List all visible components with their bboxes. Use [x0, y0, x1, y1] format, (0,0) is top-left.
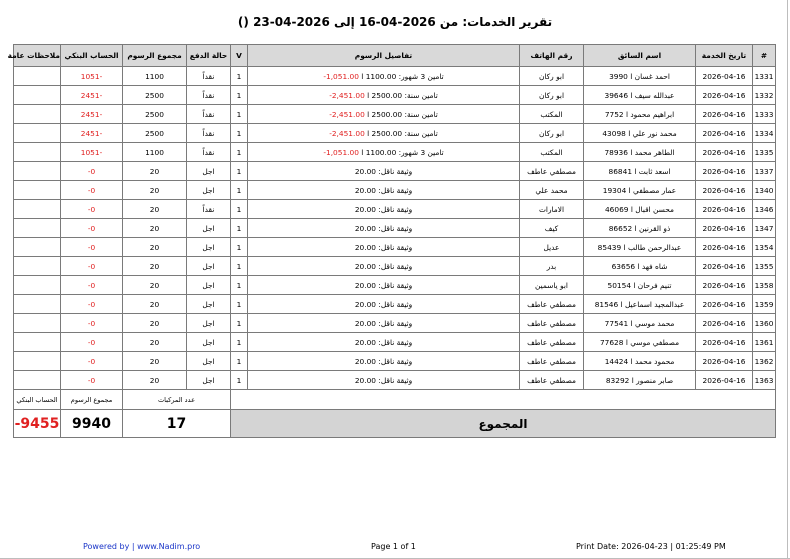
row-notes — [14, 352, 61, 371]
table-row — [14, 276, 776, 295]
table-row — [14, 181, 776, 200]
row-notes — [14, 257, 61, 276]
row-notes — [14, 295, 61, 314]
row-date: 2026-04-16 — [696, 295, 753, 314]
row-bank: 0- — [61, 314, 123, 333]
row-date: 2026-04-16 — [696, 162, 753, 181]
col-header-number: # — [753, 45, 776, 67]
row-driver: احمد غسان ا 3990 — [584, 67, 696, 86]
row-payment: اجل — [187, 352, 231, 371]
row-total: 20 — [123, 257, 187, 276]
row-number: 1331 — [753, 67, 776, 86]
row-details — [248, 371, 520, 390]
fee-detail-text: وثيقة ناقل: 20.00 — [354, 337, 413, 347]
row-v: 1 — [231, 371, 248, 390]
row-details — [248, 276, 520, 295]
row-phone: المكتب — [520, 143, 584, 162]
fee-detail-text: وثيقة ناقل: 20.00 — [354, 375, 413, 385]
row-number: 1354 — [753, 238, 776, 257]
row-payment: نقداً — [187, 105, 231, 124]
row-total: 20 — [123, 314, 187, 333]
row-notes — [14, 219, 61, 238]
row-date: 2026-04-16 — [696, 314, 753, 333]
table-row — [14, 124, 776, 143]
row-driver: عمار مصطفي ا 19304 — [584, 181, 696, 200]
services-table — [7, 44, 776, 438]
col-header-date: تاريخ الخدمة — [696, 45, 753, 67]
row-driver: محمد موسي ا 77541 — [584, 314, 696, 333]
row-total: 20 — [123, 200, 187, 219]
row-driver: محمود محمد ا 14424 — [584, 352, 696, 371]
row-date: 2026-04-16 — [696, 333, 753, 352]
row-payment: نقداً — [187, 86, 231, 105]
row-v: 1 — [231, 181, 248, 200]
row-v: 1 — [231, 333, 248, 352]
row-total: 2500 — [123, 105, 187, 124]
row-phone: ابو ياسمين — [520, 276, 584, 295]
row-details — [248, 219, 520, 238]
row-phone: مصطفي عاطف — [520, 314, 584, 333]
row-notes — [14, 276, 61, 295]
row-notes — [14, 124, 61, 143]
row-driver: محمد نور علي ا 43098 — [584, 124, 696, 143]
row-date: 2026-04-16 — [696, 143, 753, 162]
table-body — [14, 67, 776, 390]
summary-total-label: مجموع الرسوم — [61, 390, 123, 410]
row-driver: اسعد ثابت ا 86841 — [584, 162, 696, 181]
row-total: 20 — [123, 295, 187, 314]
fee-detail-text: وثيقة ناقل: 20.00 — [354, 356, 413, 366]
row-phone: الامارات — [520, 200, 584, 219]
row-driver: عبدالمجيد اسماعيل ا 81546 — [584, 295, 696, 314]
row-date: 2026-04-16 — [696, 257, 753, 276]
table-row — [14, 219, 776, 238]
row-number: 1335 — [753, 143, 776, 162]
fee-detail-text: وثيقة ناقل: 20.00 — [354, 318, 413, 328]
table-row — [14, 67, 776, 86]
col-header-payment: حالة الدفع — [187, 45, 231, 67]
col-header-details: تفاصيل الرسوم — [248, 45, 520, 67]
page-edge-right — [787, 0, 788, 559]
row-payment: اجل — [187, 314, 231, 333]
row-date: 2026-04-16 — [696, 371, 753, 390]
row-details — [248, 295, 520, 314]
row-details — [248, 181, 520, 200]
row-number: 1358 — [753, 276, 776, 295]
row-bank: 0- — [61, 219, 123, 238]
row-driver: عبدالرحمن طالب ا 85439 — [584, 238, 696, 257]
row-date: 2026-04-16 — [696, 124, 753, 143]
row-payment: اجل — [187, 257, 231, 276]
row-date: 2026-04-16 — [696, 219, 753, 238]
table-row — [14, 238, 776, 257]
summary-vehicles-label: عدد المركبات — [123, 390, 231, 410]
row-date: 2026-04-16 — [696, 238, 753, 257]
print-date: Print Date: 2026-04-23 | 01:25:49 PM — [576, 542, 726, 551]
row-notes — [14, 333, 61, 352]
row-v: 1 — [231, 124, 248, 143]
row-number: 1332 — [753, 86, 776, 105]
row-bank: 0- — [61, 181, 123, 200]
row-details — [248, 143, 520, 162]
row-notes — [14, 181, 61, 200]
col-header-bank: الحساب البنكي — [61, 45, 123, 67]
table-row — [14, 143, 776, 162]
row-v: 1 — [231, 67, 248, 86]
row-bank: 0- — [61, 371, 123, 390]
row-v: 1 — [231, 276, 248, 295]
row-notes — [14, 162, 61, 181]
row-payment: اجل — [187, 181, 231, 200]
report-title: تقرير الخدمات: من 2026-04-16 إلى 2026-04-23 () — [237, 15, 553, 29]
row-notes — [14, 200, 61, 219]
row-number: 1359 — [753, 295, 776, 314]
row-payment: اجل — [187, 238, 231, 257]
row-v: 1 — [231, 352, 248, 371]
row-phone: بدر — [520, 257, 584, 276]
row-v: 1 — [231, 257, 248, 276]
row-number: 1360 — [753, 314, 776, 333]
row-payment: اجل — [187, 276, 231, 295]
powered-by-link[interactable]: Powered by | www.Nadim.pro — [83, 542, 201, 551]
row-bank: 0- — [61, 257, 123, 276]
row-number: 1355 — [753, 257, 776, 276]
fee-detail-text: وثيقة ناقل: 20.00 — [354, 185, 413, 195]
row-phone: عديل — [520, 238, 584, 257]
table-row — [14, 86, 776, 105]
row-phone: مصطفي عاطف — [520, 333, 584, 352]
row-total: 20 — [123, 162, 187, 181]
row-date: 2026-04-16 — [696, 105, 753, 124]
row-payment: اجل — [187, 333, 231, 352]
row-notes — [14, 67, 61, 86]
row-driver: مصطفي موسي ا 77628 — [584, 333, 696, 352]
table-row — [14, 257, 776, 276]
summary-vehicles-value: 17 — [123, 410, 231, 438]
row-notes — [14, 86, 61, 105]
table-header-row — [14, 45, 776, 67]
row-payment: اجل — [187, 295, 231, 314]
summary-bank-label: الحساب البنكي — [14, 390, 61, 410]
row-details — [248, 333, 520, 352]
row-date: 2026-04-16 — [696, 200, 753, 219]
fee-detail-text: تامين 3 شهور: 1100.00 ا — [361, 147, 444, 157]
table-row — [14, 200, 776, 219]
table-row — [14, 371, 776, 390]
row-phone: المكتب — [520, 105, 584, 124]
summary-bank-value: 9455- — [14, 410, 61, 438]
col-header-notes: ملاحظات عامة — [14, 45, 61, 67]
row-number: 1347 — [753, 219, 776, 238]
row-date: 2026-04-16 — [696, 352, 753, 371]
row-total: 1100 — [123, 67, 187, 86]
row-total: 20 — [123, 181, 187, 200]
row-number: 1363 — [753, 371, 776, 390]
row-details — [248, 314, 520, 333]
row-number: 1334 — [753, 124, 776, 143]
row-v: 1 — [231, 238, 248, 257]
row-v: 1 — [231, 219, 248, 238]
col-header-phone: رقم الهاتف — [520, 45, 584, 67]
table-row — [14, 333, 776, 352]
row-bank: -2451 — [61, 105, 123, 124]
row-driver: تنيم فرحان ا 50154 — [584, 276, 696, 295]
row-total: 20 — [123, 276, 187, 295]
fee-balance-value: -2,451.00 — [329, 109, 365, 119]
row-driver: ذو القرنين ا 86652 — [584, 219, 696, 238]
row-total: 2500 — [123, 124, 187, 143]
table-row — [14, 314, 776, 333]
row-number: 1346 — [753, 200, 776, 219]
summary-value-row — [14, 410, 776, 438]
row-details — [248, 86, 520, 105]
row-v: 1 — [231, 314, 248, 333]
row-bank: -1051 — [61, 67, 123, 86]
row-bank: -2451 — [61, 124, 123, 143]
row-payment: نقداً — [187, 124, 231, 143]
fee-detail-text: وثيقة ناقل: 20.00 — [354, 223, 413, 233]
col-header-total: مجموع الرسوم — [123, 45, 187, 67]
row-driver: ابراهيم محمود ا 7752 — [584, 105, 696, 124]
row-bank: 0- — [61, 295, 123, 314]
row-notes — [14, 371, 61, 390]
table-row — [14, 162, 776, 181]
row-driver: شاه فهد ا 63656 — [584, 257, 696, 276]
row-phone: مصطفي عاطف — [520, 295, 584, 314]
row-bank: 0- — [61, 200, 123, 219]
row-total: 20 — [123, 352, 187, 371]
row-total: 1100 — [123, 143, 187, 162]
row-bank: -1051 — [61, 143, 123, 162]
row-number: 1361 — [753, 333, 776, 352]
row-phone: محمد علي — [520, 181, 584, 200]
row-number: 1337 — [753, 162, 776, 181]
row-driver: عبدالله سيف ا 39646 — [584, 86, 696, 105]
fee-detail-text: تامين 3 شهور: 1100.00 ا — [361, 71, 444, 81]
row-bank: 0- — [61, 162, 123, 181]
row-phone: كيف — [520, 219, 584, 238]
row-payment: اجل — [187, 219, 231, 238]
row-notes — [14, 314, 61, 333]
fee-detail-text: تامين سنة: 2500.00 ا — [367, 90, 438, 100]
row-v: 1 — [231, 295, 248, 314]
page-number: Page 1 of 1 — [371, 542, 416, 551]
row-phone: ابو ركان — [520, 67, 584, 86]
row-v: 1 — [231, 162, 248, 181]
row-total: 20 — [123, 333, 187, 352]
table-row — [14, 352, 776, 371]
row-payment: اجل — [187, 371, 231, 390]
col-header-driver: اسم السائق — [584, 45, 696, 67]
row-phone: مصطفي عاطف — [520, 162, 584, 181]
row-number: 1340 — [753, 181, 776, 200]
col-header-v: V — [231, 45, 248, 67]
row-total: 20 — [123, 238, 187, 257]
row-phone: ابو ركان — [520, 86, 584, 105]
row-bank: -2451 — [61, 86, 123, 105]
row-payment: نقداً — [187, 67, 231, 86]
row-notes — [14, 238, 61, 257]
row-number: 1362 — [753, 352, 776, 371]
row-payment: اجل — [187, 162, 231, 181]
row-details — [248, 105, 520, 124]
row-driver: محسن اقبال ا 46069 — [584, 200, 696, 219]
row-phone: مصطفي عاطف — [520, 352, 584, 371]
row-details — [248, 124, 520, 143]
row-driver: صابر منصور ا 83292 — [584, 371, 696, 390]
fee-balance-value: -2,451.00 — [329, 128, 365, 138]
row-bank: 0- — [61, 352, 123, 371]
fee-balance-value: -1,051.00 — [323, 147, 359, 157]
row-phone: ابو ركان — [520, 124, 584, 143]
row-details — [248, 257, 520, 276]
table-row — [14, 295, 776, 314]
row-total: 2500 — [123, 86, 187, 105]
summary-label-row — [14, 390, 776, 410]
row-date: 2026-04-16 — [696, 181, 753, 200]
row-details — [248, 352, 520, 371]
fee-detail-text: وثيقة ناقل: 20.00 — [354, 204, 413, 214]
fee-detail-text: تامين سنة: 2500.00 ا — [367, 109, 438, 119]
fee-detail-text: وثيقة ناقل: 20.00 — [354, 166, 413, 176]
row-details — [248, 67, 520, 86]
row-bank: 0- — [61, 333, 123, 352]
row-v: 1 — [231, 143, 248, 162]
fee-detail-text: وثيقة ناقل: 20.00 — [354, 299, 413, 309]
row-payment: نقداً — [187, 200, 231, 219]
row-v: 1 — [231, 105, 248, 124]
summary-total-value: 9940 — [61, 410, 123, 438]
row-notes — [14, 105, 61, 124]
row-phone: مصطفي عاطف — [520, 371, 584, 390]
fee-detail-text: وثيقة ناقل: 20.00 — [354, 261, 413, 271]
row-date: 2026-04-16 — [696, 276, 753, 295]
row-total: 20 — [123, 371, 187, 390]
row-number: 1333 — [753, 105, 776, 124]
fee-detail-text: وثيقة ناقل: 20.00 — [354, 242, 413, 252]
fee-balance-value: -1,051.00 — [323, 71, 359, 81]
row-details — [248, 162, 520, 181]
row-bank: 0- — [61, 276, 123, 295]
row-v: 1 — [231, 86, 248, 105]
table-row — [14, 105, 776, 124]
row-driver: الطاهر محمد ا 78936 — [584, 143, 696, 162]
row-details — [248, 238, 520, 257]
row-v: 1 — [231, 200, 248, 219]
summary-label-spacer — [231, 390, 776, 410]
row-details — [248, 200, 520, 219]
row-date: 2026-04-16 — [696, 86, 753, 105]
row-bank: 0- — [61, 238, 123, 257]
fee-balance-value: -2,451.00 — [329, 90, 365, 100]
row-total: 20 — [123, 219, 187, 238]
row-notes — [14, 143, 61, 162]
fee-detail-text: وثيقة ناقل: 20.00 — [354, 280, 413, 290]
row-payment: نقداً — [187, 143, 231, 162]
row-date: 2026-04-16 — [696, 67, 753, 86]
fee-detail-text: تامين سنة: 2500.00 ا — [367, 128, 438, 138]
grand-total-label: المجموع — [231, 410, 776, 438]
